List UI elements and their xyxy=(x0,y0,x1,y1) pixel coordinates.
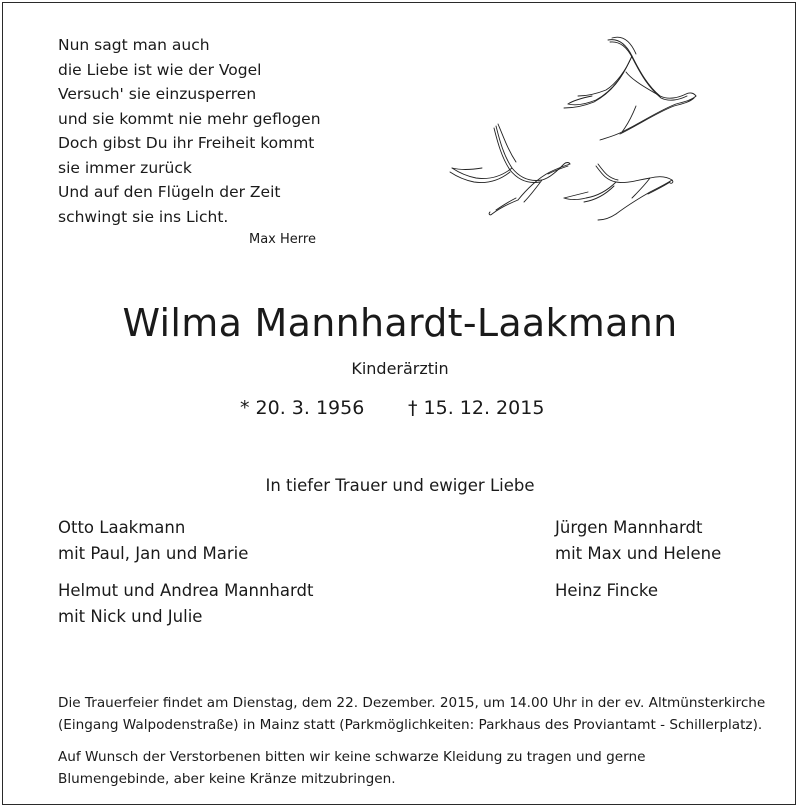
deceased-profession: Kinderärztin xyxy=(351,359,449,378)
notice-line: Auf Wunsch der Verstorbenen bitten wir keine schwarze Kleidung zu tragen und gerne xyxy=(58,749,646,765)
poem-line: Nun sagt man auch xyxy=(58,36,210,54)
mourner-group xyxy=(58,515,248,567)
flying-birds-icon xyxy=(446,30,776,236)
notice-line: Die Trauerfeier findet am Dienstag, dem 22. Dezember. 2015, um 14.00 Uhr in der ev. Altmünsterkirche xyxy=(58,695,766,711)
notice-line: Blumengebinde, aber keine Kränze mitzubringen. xyxy=(58,770,396,787)
mourner-group xyxy=(555,515,721,567)
mourner-name: Helmut und Andrea Mannhardt xyxy=(58,581,314,600)
mourning-line: In tiefer Trauer und ewiger Liebe xyxy=(265,476,535,495)
bird-top-icon xyxy=(564,37,696,140)
mourner-group xyxy=(58,578,313,630)
mourner-family: mit Paul, Jan und Marie xyxy=(58,544,249,563)
wish-notice xyxy=(58,747,645,790)
poem-line: Und auf den Flügeln der Zeit xyxy=(58,183,281,201)
funeral-notice xyxy=(58,693,765,736)
mourner-name: Otto Laakmann xyxy=(58,518,186,537)
poem-line: und sie kommt nie mehr geflogen xyxy=(58,109,321,128)
death-date: † 15. 12. 2015 xyxy=(408,397,545,419)
notice-line: (Eingang Walpodenstraße) in Mainz statt (Parkmöglichkeiten: Parkhaus des Proviantamt - Schillerplatz). xyxy=(58,716,763,733)
mourner-name: Jürgen Mannhardt xyxy=(555,518,703,537)
poem xyxy=(58,33,321,229)
poem-line: die Liebe ist wie der Vogel xyxy=(58,60,262,79)
bird-left-icon xyxy=(450,124,570,215)
poem-line: sie immer zurück xyxy=(58,158,192,177)
poem-line: Versuch' sie einzusperren xyxy=(58,85,257,103)
mourner-name: Heinz Fincke xyxy=(555,581,659,600)
poem-author: Max Herre xyxy=(249,232,316,247)
birth-date: * 20. 3. 1956 xyxy=(240,397,365,419)
mourner-family: mit Max und Helene xyxy=(555,544,722,563)
deceased-name: Wilma Mannhardt-Laakmann xyxy=(122,301,678,345)
bird-right-icon xyxy=(564,164,673,220)
mourner-family: mit Nick und Julie xyxy=(58,607,203,626)
poem-line: Doch gibst Du ihr Freiheit kommt xyxy=(58,134,315,152)
poem-line: schwingt sie ins Licht. xyxy=(58,207,229,226)
mourner-group xyxy=(555,578,658,604)
